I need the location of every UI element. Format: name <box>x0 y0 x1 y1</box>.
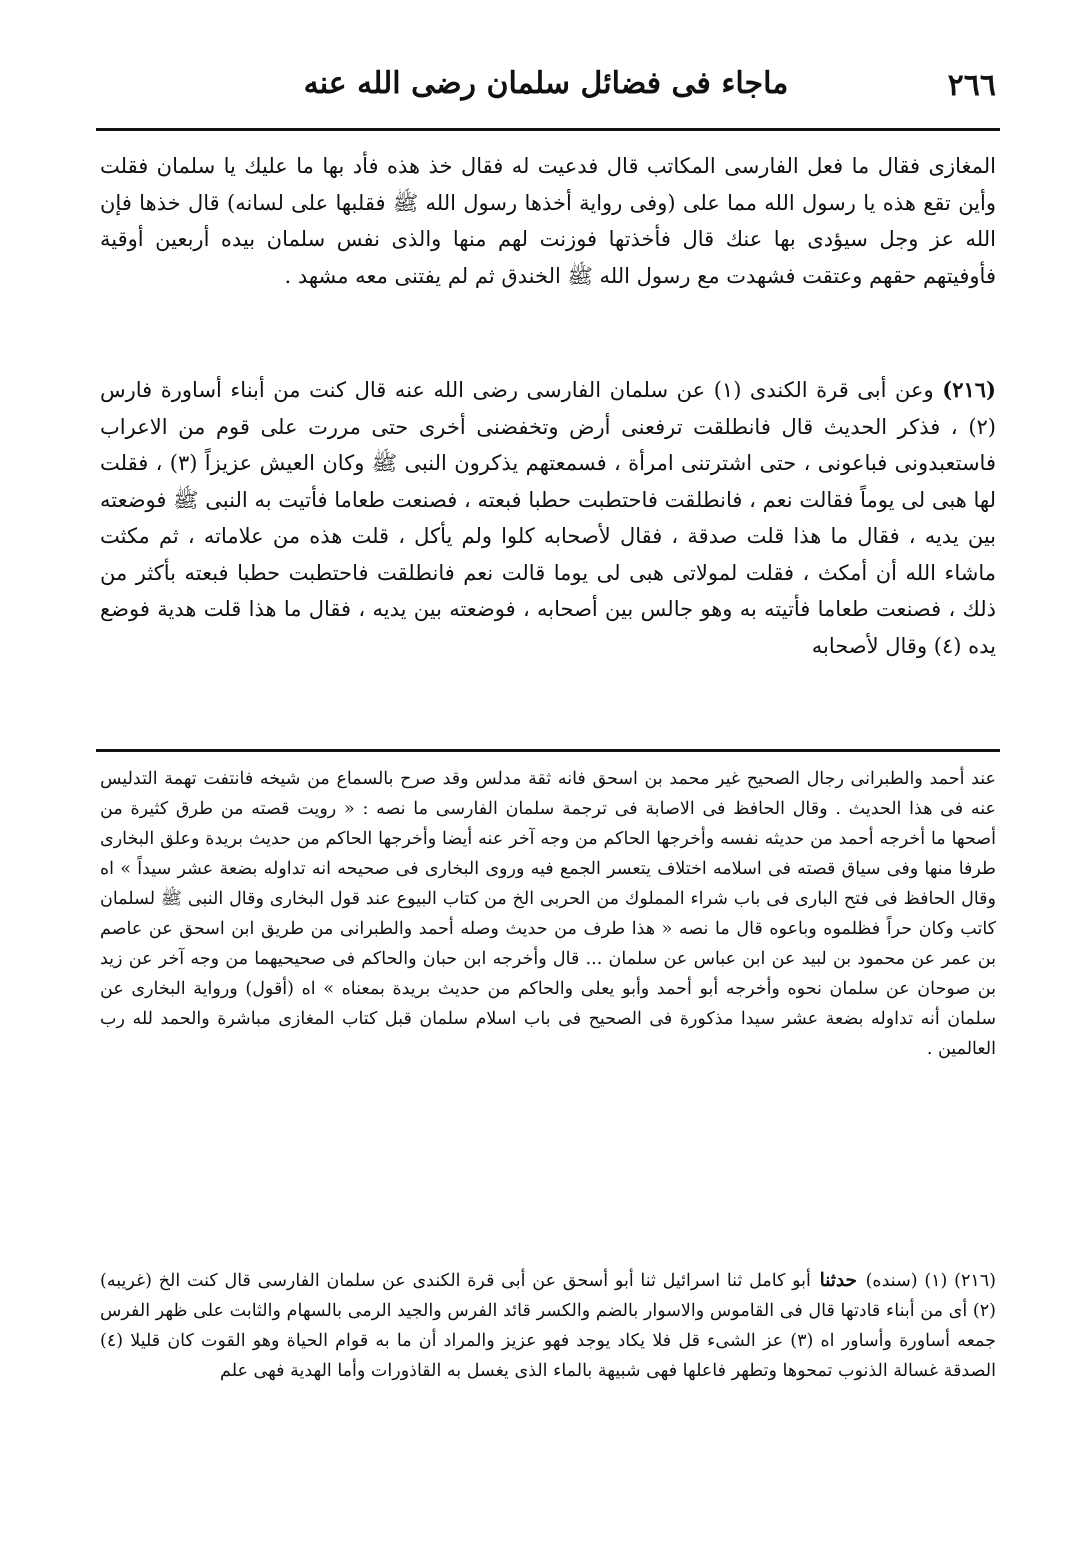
page-header <box>96 60 996 120</box>
main-text-continuation <box>100 148 996 294</box>
main-paragraph-1: المغازى فقال ما فعل الفارسى المكاتب قال فدعيت له فقال خذ هذه فأد بها ما عليك يا سلمان فقلت وأين تقع هذه يا رسول الله مما على (وفى رواية أخذها رسول الله ﷺ فقلبها على لسانه) قال خذها فإن الله عز وجل سيؤدى بها عنك قال فأخذتها فوزنت لهم منها والذى نفس سلمان بيده أربعين أوقية فأوفيتهم حقهم وعتقت فشهدت مع رسول الله ﷺ الخندق ثم لم يفتنى معه مشهد . <box>100 154 996 288</box>
footnote-216 <box>100 1266 996 1386</box>
footnote-continuation <box>100 764 996 1064</box>
running-title: ماجاء فى فضائل سلمان رضى الله عنه <box>303 66 789 101</box>
footnote-number: (٢١٦) (١) <box>924 1271 996 1291</box>
hadith-216-text: وعن أبى قرة الكندى (١) عن سلمان الفارسى رضى الله عنه قال كنت من أبناء أساورة فارس (٢) ، فذكر الحديث قال فانطلقت ترفعنى أرض وتخفضنى أخرى حتى مررت على قوم من الاعراب فاستعبدونى فباعونى ، حتى اشترتنى امرأة ، فسمعتهم يذكرون النبى ﷺ وكان العيش عزيزاً (٣) ، فقلت لها هبى لى يوماً فقالت نعم ، فانطلقت فاحتطبت حطبا فبعته ، فصنعت طعاما فأتيت به النبى ﷺ فوضعته بين يديه ، فقال ما هذا قلت صدقة ، فقال لأصحابه كلوا ولم يأكل ، قلت هذه من علاماته ، ثم مكثت ماشاء الله أن أمكث ، فقلت لمولاتى هبى لى يوما قالت نعم فانطلقت فاحتطبت حطبا فبعته بأكثر من ذلك ، فصنعت طعاما فأتيته به وهو جالس بين أصحابه ، فوضعته بين يديه ، فقال ما هذا قلت هدية فوضع يده (٤) وقال لأصحابه <box>100 378 996 658</box>
hadith-216 <box>100 372 996 664</box>
hadith-number: (٢١٦) <box>942 377 996 402</box>
haddathana-word: حدثنا <box>819 1270 857 1291</box>
header-rule <box>96 128 1000 131</box>
page-number: ٢٦٦ <box>947 68 996 103</box>
footnote-rule <box>96 749 1000 752</box>
footnote-paragraph-2 <box>100 1266 996 1386</box>
main-paragraph-2 <box>100 372 996 664</box>
footnote-216-text: أبو كامل ثنا اسرائيل ثنا أبو أسحق عن أبى قرة الكندى عن سلمان الفارسى قال كنت الخ (غريبه) (٢) أى من أبناء قادتها قال فى القاموس والاسوار بالضم والكسر قائد الفرس والجيد الرمى بالسهام والثابت على ظهر الفرس جمعه أساورة وأساور اه (٣) عز الشىء قل فلا يكاد يوجد فهو عزيز والمراد أن ما به قوام الحياة وهو القوت كان قليلا (٤) الصدقة غسالة الذنوب تمحوها وتطهر فاعلها فهى شبيهة بالماء الذى يغسل به القاذورات وأما الهدية فهى علم <box>100 1271 996 1381</box>
footnote-sanad-label: (سنده) <box>865 1271 918 1291</box>
footnote-paragraph-1: عند أحمد والطبرانى رجال الصحيح غير محمد بن اسحق فانه ثقة مدلس وقد صرح بالسماع من شيخه فانتفت تهمة التدليس عنه فى هذا الحديث . وقال الحافظ فى الاصابة فى ترجمة سلمان الفارسى ما نصه : « رويت قصته من طرق كثيرة من أصحها ما أخرجه أحمد من حديثه نفسه وأخرجها الحاكم من وجه آخر عنه أيضا وأخرجها الحاكم من حديث بريدة وعلق البخارى طرفا منها وفى سياق قصته فى اسلامه اختلاف يتعسر الجمع فيه وروى البخارى فى صحيحه انه تداوله بضعة عشر سيداً » اه وقال الحافظ فى فتح البارى فى باب شراء المملوك من الحربى الخ من كتاب البيوع عند قول البخارى وقال النبى ﷺ لسلمان كاتب وكان حراً فظلموه وباعوه قال ما نصه « هذا طرف من حديث وصله أحمد والطبرانى من طريق ابن اسحق عن عاصم بن عمر عن محمود بن لبيد عن ابن عباس عن سلمان ... قال وأخرجه ابن حبان والحاكم فى صحيحيهما من وجه آخر عن زيد بن صوحان عن سلمان نحوه وأخرجه أبو أحمد وأبو يعلى والحاكم من حديث بريدة بمعناه » اه (أقول) ورواية البخارى عن سلمان أنه تداوله بضعة عشر سيدا مذكورة فى الصحيح فى باب اسلام سلمان قبل كتاب المغازى مباشرة والحمد لله رب العالمين . <box>100 769 996 1059</box>
